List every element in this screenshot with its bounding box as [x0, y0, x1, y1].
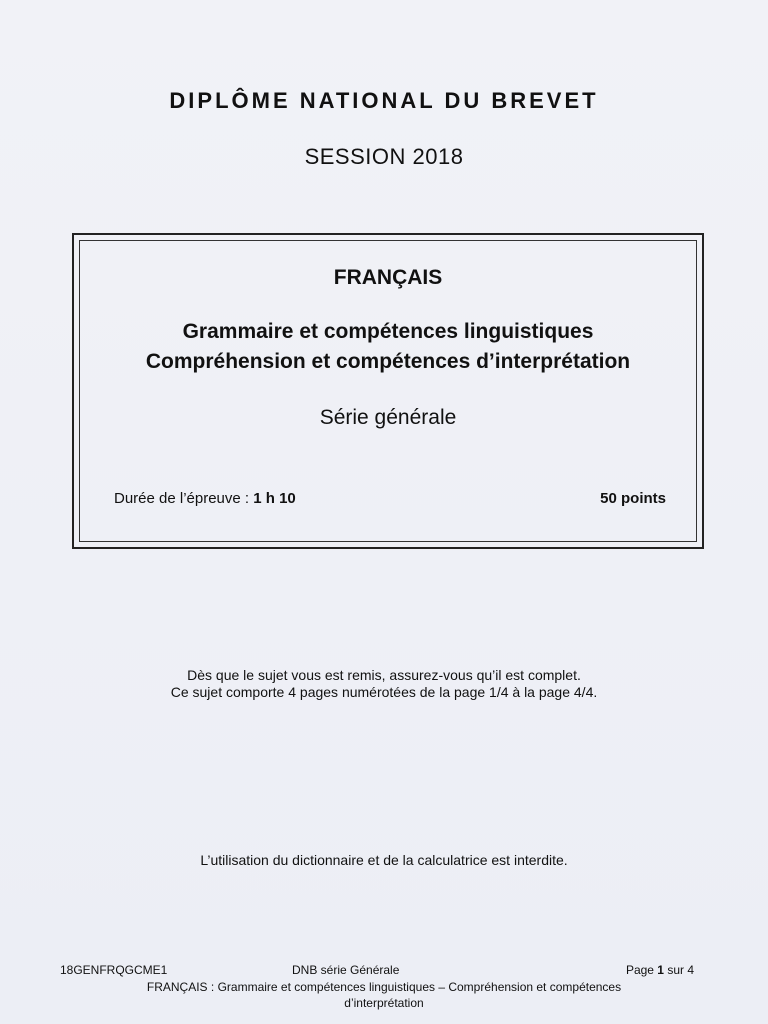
session-year: SESSION 2018	[304, 144, 464, 169]
footer-page-number	[626, 963, 694, 977]
duration-label: Durée de l’épreuve :	[114, 490, 254, 507]
exam-part-comprehension: Compréhension et compétences d’interprétation	[145, 350, 631, 373]
exam-series: Série générale	[319, 406, 457, 429]
exam-part-grammar: Grammaire et compétences linguistiques	[182, 320, 594, 343]
footer-page-label: Page	[625, 963, 658, 977]
duration-value: 1 h 10	[253, 490, 296, 507]
exam-duration	[114, 490, 296, 507]
footer-description-line1: FRANÇAIS : Grammaire et compétences linguistiques – Compréhension et compétences	[146, 980, 622, 994]
footer-page-current: 1	[657, 963, 664, 977]
footer-description-line2: d’interprétation	[344, 996, 424, 1010]
calculator-dictionary-rule: L’utilisation du dictionnaire et de la calculatrice est interdite.	[200, 852, 568, 868]
footer-page-total: sur 4	[663, 963, 694, 977]
exam-points: 50 points	[600, 490, 666, 507]
footer-exam-code: 18GENFRQGCME1	[60, 963, 168, 977]
page-count-notice: Ce sujet comporte 4 pages numérotées de la page 1/4 à la page 4/4.	[170, 684, 598, 700]
footer-series: DNB série Générale	[292, 963, 400, 977]
completeness-notice: Dès que le sujet vous est remis, assurez-vous qu’il est complet.	[187, 667, 581, 683]
subject-title: FRANÇAIS	[333, 266, 443, 289]
diploma-title: DIPLÔME NATIONAL DU BREVET	[169, 88, 599, 113]
